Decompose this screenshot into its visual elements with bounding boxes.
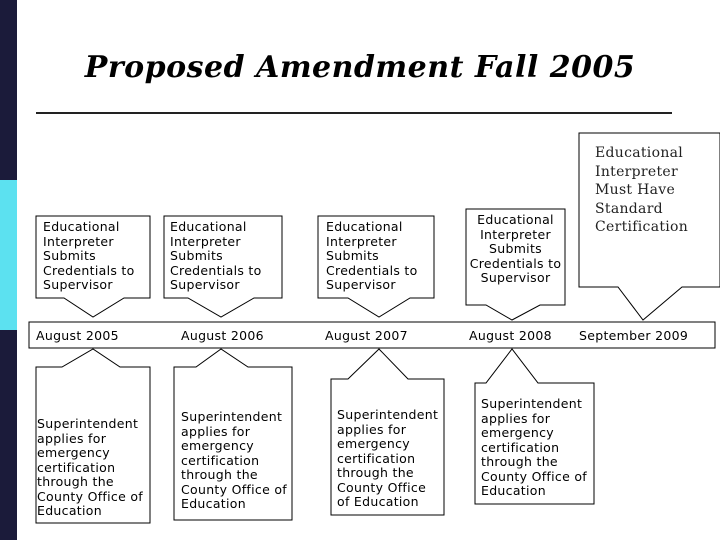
submit-credentials-2008: Educational Interpreter Submits Credentials to Supervisor: [469, 212, 562, 285]
emergency-certification-2005: Superintendent applies for emergency certification through the County Office of Education: [37, 416, 143, 518]
date-august-2006: August 2006: [181, 328, 264, 343]
emergency-certification-2006: Superintendent applies for emergency certification through the County Office of Education: [181, 409, 287, 511]
submit-credentials-2007: Educational Interpreter Submits Credentials to Supervisor: [326, 219, 418, 292]
emergency-certification-2007: Superintendent applies for emergency certification through the County Office of Education: [337, 407, 439, 509]
submit-credentials-2005: Educational Interpreter Submits Credentials to Supervisor: [43, 219, 135, 292]
slide-title: Proposed Amendment Fall 2005: [84, 50, 636, 85]
date-august-2005: August 2005: [36, 328, 119, 343]
date-september-2009: September 2009: [579, 328, 689, 343]
emergency-certification-2008: Superintendent applies for emergency certification through the County Office of Education: [481, 396, 587, 498]
date-august-2007: August 2007: [325, 328, 408, 343]
submit-credentials-2006: Educational Interpreter Submits Credentials to Supervisor: [170, 219, 262, 292]
standard-certification-requirement: Educational Interpreter Must Have Standard Certification: [595, 145, 689, 235]
date-august-2008: August 2008: [469, 328, 552, 343]
